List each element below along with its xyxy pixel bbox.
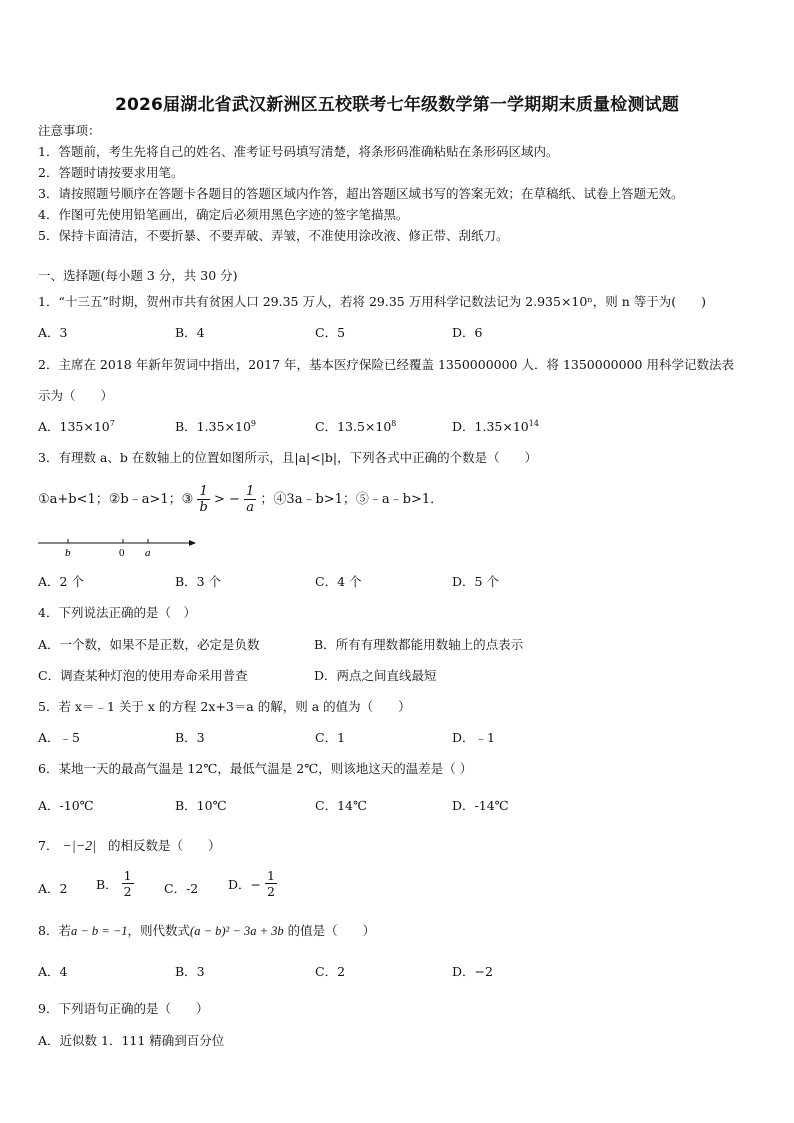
question-8-expression: (a − b)² − 3a + 3b — [190, 924, 284, 938]
option-a-text: A．135×10 — [38, 419, 110, 434]
fraction-denominator: 2 — [123, 884, 132, 899]
question-5-stem: 5．若 x＝﹣1 关于 x 的方程 2x+3＝a 的解，则 a 的值为（ ） — [38, 699, 411, 714]
question-9-option-a: A．近似数 1．111 精确到百分位 — [38, 1033, 225, 1048]
option-c: C．1 — [315, 730, 346, 745]
option-b-label: B． — [96, 876, 118, 892]
question-3-stem: 3．有理数 a、b 在数轴上的位置如图所示，且|a|<|b|，下列各式中正确的个数是（ ） — [38, 450, 538, 465]
option-d: D．−2 — [452, 964, 493, 979]
notice-item: 2．答题时请按要求用笔。 — [38, 165, 184, 180]
option-c: C．5 — [315, 325, 346, 340]
option-d: D．6 — [452, 325, 483, 340]
option-c: C．2 — [315, 964, 346, 979]
label-0: 0 — [119, 547, 125, 559]
option-d: D．-14℃ — [452, 798, 509, 813]
section-heading: 一、选择题(每小题 3 分，共 30 分) — [38, 268, 238, 283]
question-4-stem: 4．下列说法正确的是（ ） — [38, 605, 196, 620]
option-d: D．两点之间直线最短 — [314, 668, 437, 683]
option-a: A．4 — [38, 964, 68, 979]
fraction-numerator: 1 — [123, 868, 132, 883]
option-c — [315, 417, 396, 435]
option-d-exponent: 14 — [528, 418, 539, 428]
greater-than-minus: > − — [213, 492, 240, 507]
option-b — [96, 868, 134, 899]
fraction-denominator: a — [246, 500, 255, 515]
option-a: A．2 个 — [38, 574, 84, 589]
question-6-stem: 6．某地一天的最高气温是 12℃，最低气温是 2℃，则该地这天的温差是（ ） — [38, 761, 473, 776]
option-a-exponent: 7 — [109, 418, 115, 428]
option-b: B．4 — [175, 325, 205, 340]
question-7-expression: −|−2| — [62, 839, 97, 854]
notice-item: 4．作图可先使用铅笔画出，确定后必须用黑色字迹的签字笔描黑。 — [38, 207, 409, 222]
option-c: C．-2 — [164, 881, 199, 896]
fraction-numerator: 1 — [266, 868, 275, 883]
question-number: 7． — [38, 838, 59, 853]
notice-heading: 注意事项： — [38, 123, 101, 138]
fraction-1-over-a — [244, 484, 256, 515]
option-b: B．3 — [175, 730, 205, 745]
question-3-expressions — [38, 484, 443, 515]
fraction-numerator: 1 — [246, 484, 255, 499]
option-d — [452, 417, 539, 435]
question-1-stem: 1．“十三五”时期，贺州市共有贫困人口 29.35 万人，若将 29.35 万用科学记数法记为 2.935×10ⁿ，则 n 等于为( ) — [38, 294, 706, 309]
question-8-prefix: 8．若 — [38, 923, 71, 938]
fraction-denominator: b — [199, 500, 208, 515]
option-d: D．5 个 — [452, 574, 499, 589]
number-line-figure — [38, 535, 208, 565]
question-8-suffix: 的值是（ ） — [287, 923, 376, 938]
option-c: C．4 个 — [315, 574, 362, 589]
option-c: C．调查某种灯泡的使用寿命采用普查 — [38, 668, 248, 683]
question-7-suffix: 的相反数是（ ） — [108, 838, 221, 853]
question-2-stem: 2．主席在 2018 年新年贺词中指出，2017 年，基本医疗保险已经覆盖 1350000000 人．将 1350000000 用科学记数法表 — [38, 357, 734, 372]
option-c: C．14℃ — [315, 798, 367, 813]
option-d-text: D．1.35×10 — [452, 419, 529, 434]
notice-item: 5．保持卡面清洁，不要折暴、不要弄破、弄皱，不准使用涂改液、修正带、刮纸刀。 — [38, 228, 509, 243]
option-b: B．3 — [175, 964, 205, 979]
option-b: B．3 个 — [175, 574, 222, 589]
option-a: A．-10℃ — [38, 798, 94, 813]
question-2-stem-cont: 示为（ ） — [38, 388, 114, 403]
fraction-one-half — [265, 868, 277, 899]
option-c-exponent: 8 — [391, 418, 397, 428]
question-7-options — [38, 868, 758, 908]
fraction-1-over-b — [197, 484, 209, 515]
number-line-arrow-icon — [189, 540, 196, 546]
notice-item: 1．答题前，考生先将自己的姓名、准考证号码填写清楚，将条形码准确粘贴在条形码区域内。 — [38, 144, 559, 159]
option-b: B．10℃ — [175, 798, 227, 813]
option-a: A．2 — [38, 881, 68, 896]
fraction-one-half — [122, 868, 134, 899]
question-8-mid: ，则代数式 — [127, 923, 191, 938]
page-title: 2026届湖北省武汉新洲区五校联考七年级数学第一学期期末质量检测试题 — [114, 95, 680, 115]
fraction-numerator: 1 — [197, 484, 209, 500]
option-b-text: B．1.35×10 — [175, 419, 251, 434]
question-8-stem — [38, 921, 375, 939]
question-8-condition: a − b = −1 — [70, 924, 128, 938]
expression-4-5: ；④3a﹣b>1；⑤﹣a﹣b>1． — [260, 492, 444, 507]
option-a: A．一个数，如果不是正数，必定是负数 — [38, 637, 260, 652]
option-a — [38, 417, 115, 435]
option-a: A．3 — [38, 325, 68, 340]
option-d — [228, 868, 277, 899]
option-a: A．﹣5 — [38, 730, 80, 745]
question-7-stem — [38, 836, 221, 855]
option-d: D．﹣1 — [452, 730, 495, 745]
option-b: B．所有有理数都能用数轴上的点表示 — [314, 637, 524, 652]
fraction-denominator: 2 — [266, 884, 275, 899]
expression-1-3: ①a+b<1；②b﹣a>1；③ — [38, 492, 194, 507]
option-d-label: D．− — [228, 876, 261, 892]
question-9-stem: 9．下列语句正确的是（ ） — [38, 1001, 209, 1016]
label-b: b — [65, 547, 71, 559]
option-b — [175, 417, 256, 435]
notice-item: 3．请按照题号顺序在答题卡各题目的答题区域内作答，超出答题区域书写的答案无效；在草稿纸、试卷上答题无效。 — [38, 186, 684, 201]
label-a: a — [145, 547, 151, 559]
option-b-exponent: 9 — [250, 418, 256, 428]
option-c-text: C．13.5×10 — [315, 419, 392, 434]
